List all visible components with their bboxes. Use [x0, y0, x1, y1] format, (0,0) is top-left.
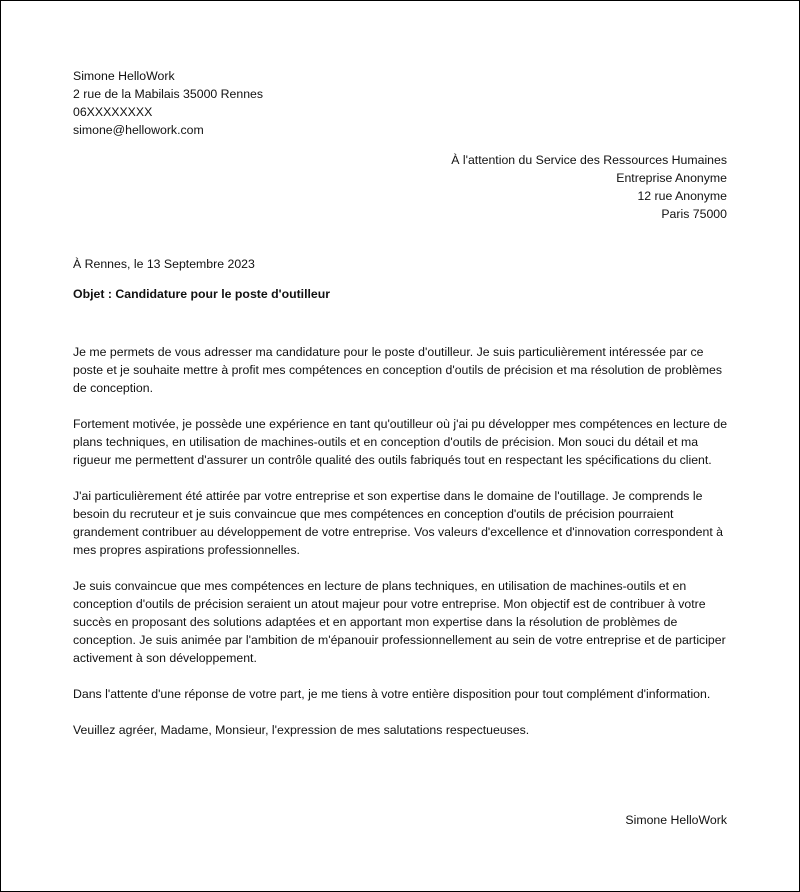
recipient-city: Paris 75000 [661, 207, 727, 221]
recipient-block [451, 151, 727, 223]
body-paragraph: J'ai particulièrement été attirée par votre entreprise et son expertise dans le domaine de l'outillage. Je comprends le besoin du recruteur et je suis convaincue que mes compétences en conception d'outils de précision pourraient grandement contribuer au développement de votre entreprise. Vos valeurs d'excellence et d'innovation correspondent à mes propres aspirations professionnelles. [73, 489, 724, 557]
sender-email: simone@hellowork.com [73, 123, 204, 137]
body-paragraph: Je me permets de vous adresser ma candidature pour le poste d'outilleur. Je suis particulièrement intéressée par ce poste et je souhaite mettre à profit mes compétences en conception d'outils de précision et ma résolution de problèmes de conception. [73, 345, 722, 395]
body-paragraph: Dans l'attente d'une réponse de votre part, je me tiens à votre entière disposition pour tout complément d'information. [73, 687, 711, 701]
recipient-attention: À l'attention du Service des Ressources Humaines [451, 153, 727, 167]
sender-block [73, 67, 263, 139]
recipient-street: 12 rue Anonyme [637, 189, 727, 203]
subject-line: Objet : Candidature pour le poste d'outilleur [73, 287, 331, 301]
body-paragraph: Fortement motivée, je possède une expérience en tant qu'outilleur où j'ai pu développer mes compétences en lecture de plans techniques, en utilisation de machines-outils et en conception d'outils de précision. Mon souci du détail et ma rigueur me permettent d'assurer un contrôle qualité des outils fabriqués tout en respectant les spécifications du client. [73, 417, 728, 467]
date-line: À Rennes, le 13 Septembre 2023 [73, 257, 255, 271]
sender-address: 2 rue de la Mabilais 35000 Rennes [73, 87, 264, 101]
sender-phone: 06XXXXXXXX [73, 105, 153, 119]
recipient-company: Entreprise Anonyme [616, 171, 727, 185]
closing-paragraph: Veuillez agréer, Madame, Monsieur, l'expression de mes salutations respectueuses. [73, 723, 530, 737]
letter-body [73, 343, 729, 757]
sender-name: Simone HelloWork [73, 69, 175, 83]
signature: Simone HelloWork [625, 813, 727, 827]
body-paragraph: Je suis convaincue que mes compétences en lecture de plans techniques, en utilisation de machines-outils et en conception d'outils de précision seraient un atout majeur pour votre entreprise. Mon objectif est de contribuer à votre succès en proposant des solutions adaptées et en apportant mon expertise dans la résolution de problèmes de conception. Je suis animée par l'ambition de m'épanouir professionnellement au sein de votre entreprise et de participer activement à son développement. [73, 579, 726, 665]
